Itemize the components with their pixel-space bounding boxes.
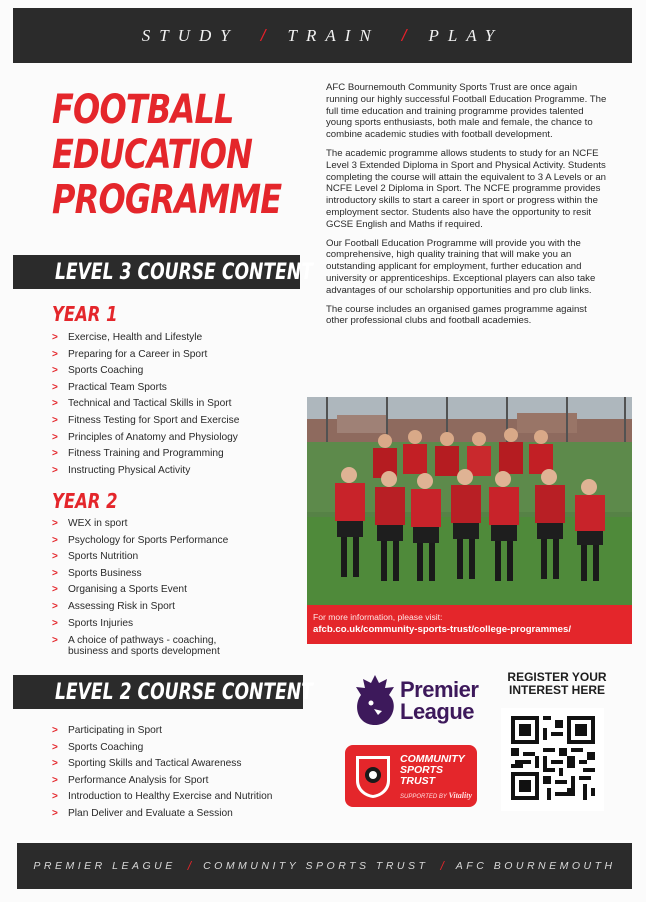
list-item: > Psychology for Sports Performance: [52, 533, 302, 550]
bullet-arrow-icon: >: [52, 725, 58, 736]
premier-league-logo: [352, 671, 482, 731]
bottom-banner: [17, 843, 632, 889]
team-photo: [307, 397, 632, 605]
bullet-arrow-icon: >: [52, 431, 58, 443]
list-item: > Preparing for a Career in Sport: [52, 347, 302, 364]
level3-heading: LEVEL 3 COURSE CONTENT: [55, 259, 313, 285]
footer-afc-bournemouth: AFC BOURNEMOUTH: [455, 860, 616, 872]
page-title: [52, 87, 282, 223]
premier-league-lion-icon: [352, 673, 398, 727]
paragraph: The course includes an organised games programme against other professional clubs and football academies.: [326, 303, 587, 327]
list-item: > Principles of Anatomy and Physiology: [52, 430, 302, 447]
list-item: > Sports Nutrition: [52, 549, 302, 566]
footer-separator: /: [187, 859, 192, 873]
afcb-badge-icon: [353, 753, 393, 799]
list-item: > Sports Coaching: [52, 363, 302, 380]
list-item: > Sports Injuries: [52, 616, 302, 633]
list-item: > Sports Business: [52, 566, 302, 583]
bullet-arrow-icon: >: [52, 791, 58, 803]
info-label: For more information, please visit:: [313, 612, 443, 622]
level3-heading-bar: [13, 255, 313, 289]
footer-community-sports-trust: COMMUNITY SPORTS TRUST: [203, 860, 429, 872]
title-line: FOOTBALL: [52, 87, 234, 133]
tagline-separator: /: [401, 25, 407, 45]
title-line: PROGRAMME: [52, 177, 282, 223]
list-item: > Fitness Training and Programming: [52, 446, 302, 463]
bullet-arrow-icon: >: [52, 332, 58, 343]
footer-premier-league: PREMIER LEAGUE: [33, 860, 176, 872]
bullet-arrow-icon: >: [52, 807, 58, 819]
bullet-arrow-icon: >: [52, 551, 58, 563]
cst-wordmark: COMMUNITY SPORTS TRUST: [400, 753, 465, 787]
list-item: > Introduction to Healthy Exercise and Nutrition: [52, 789, 302, 806]
bullet-arrow-icon: >: [52, 534, 58, 546]
bullet-arrow-icon: >: [52, 414, 58, 426]
list-item: > Assessing Risk in Sport: [52, 599, 302, 616]
qr-code-graphic: [511, 716, 595, 800]
list-item: > WEX in sport: [52, 516, 302, 533]
bullet-arrow-icon: >: [52, 448, 58, 460]
bullet-arrow-icon: >: [52, 381, 58, 393]
intro-text: [326, 82, 609, 334]
bullet-arrow-icon: >: [52, 617, 58, 629]
top-banner: [13, 8, 632, 63]
premier-league-word: Premier: [400, 677, 479, 702]
tagline-separator: /: [260, 25, 266, 45]
bullet-arrow-icon: >: [52, 518, 58, 529]
bullet-arrow-icon: >: [52, 600, 58, 612]
bullet-arrow-icon: >: [52, 741, 58, 753]
list-item: > Technical and Tactical Skills in Sport: [52, 396, 302, 413]
year2-heading: YEAR 2: [52, 489, 118, 513]
bullet-arrow-icon: >: [52, 774, 58, 786]
paragraph: Our Football Education Programme will provide you with the comprehensive, high quality training that will make you an outstanding applicant for employment, further education and university or apprenticeships. Exceptional players can also take advantages of our scholarship opportunities and pro club links.: [326, 237, 596, 296]
info-bar: [307, 605, 632, 644]
tagline-study: STUDY: [141, 25, 239, 45]
level2-heading-bar: [13, 675, 313, 709]
level2-heading: LEVEL 2 COURSE CONTENT: [55, 679, 313, 705]
list-item: > Fitness Testing for Sport and Exercise: [52, 413, 302, 430]
tagline-train: TRAIN: [287, 25, 380, 45]
list-item: > Exercise, Health and Lifestyle: [52, 330, 302, 347]
bullet-arrow-icon: >: [52, 635, 58, 647]
paragraph: AFC Bournemouth Community Sports Trust are once again running our highly successful Football Education Programme. The full time education and training programme provides talented young sports enthusiasts, both male and female, the chance to combine academic studies with football development.: [326, 82, 607, 141]
bullet-arrow-icon: >: [52, 348, 58, 360]
qr-code[interactable]: [501, 708, 604, 811]
title-line: EDUCATION: [52, 132, 253, 178]
list-item: > Sporting Skills and Tactical Awareness: [52, 756, 302, 773]
list-item: > Practical Team Sports: [52, 380, 302, 397]
list-item: > A choice of pathways - coaching, business and sports development: [52, 635, 220, 658]
year2-list: [52, 516, 302, 657]
year1-list: [52, 330, 302, 479]
bullet-arrow-icon: >: [52, 398, 58, 410]
list-item: > Participating in Sport: [52, 723, 302, 740]
bullet-arrow-icon: >: [52, 365, 58, 377]
bullet-arrow-icon: >: [52, 567, 58, 579]
bullet-arrow-icon: >: [52, 584, 58, 596]
list-item: > Organising a Sports Event: [52, 582, 302, 599]
premier-league-word: League: [400, 699, 475, 724]
community-sports-trust-logo: [345, 745, 477, 807]
bullet-arrow-icon: >: [52, 758, 58, 770]
paragraph: The academic programme allows students to study for an NCFE Level 3 Extended Diploma in Sport and Physical Activity. Students completing the course will attain the equivalent to 3 A Levels or an NCFE Level 2 Diploma in Sport. The NCFE programme provides introductory skills to start a career in sport or progress within the employment sector. Students also have the opportunity to resit GCSE English and Maths if required.: [326, 147, 606, 230]
level2-list: [52, 723, 302, 823]
list-item: > Plan Deliver and Evaluate a Session: [52, 806, 302, 823]
bullet-arrow-icon: >: [52, 464, 58, 476]
list-item: > Sports Coaching: [52, 740, 302, 757]
list-item: > Instructing Physical Activity: [52, 463, 302, 480]
team-photo-illustration: [307, 397, 632, 605]
cst-sponsor: SUPPORTED BY Vitality: [400, 791, 473, 800]
list-item: > Performance Analysis for Sport: [52, 773, 302, 790]
year1-heading: YEAR 1: [52, 302, 118, 326]
footer-separator: /: [440, 859, 444, 873]
tagline-play: PLAY: [428, 25, 504, 45]
info-url-link[interactable]: afcb.co.uk/community-sports-trust/college-programmes/: [313, 624, 572, 635]
register-heading: REGISTER YOUR INTEREST HERE: [507, 670, 607, 697]
